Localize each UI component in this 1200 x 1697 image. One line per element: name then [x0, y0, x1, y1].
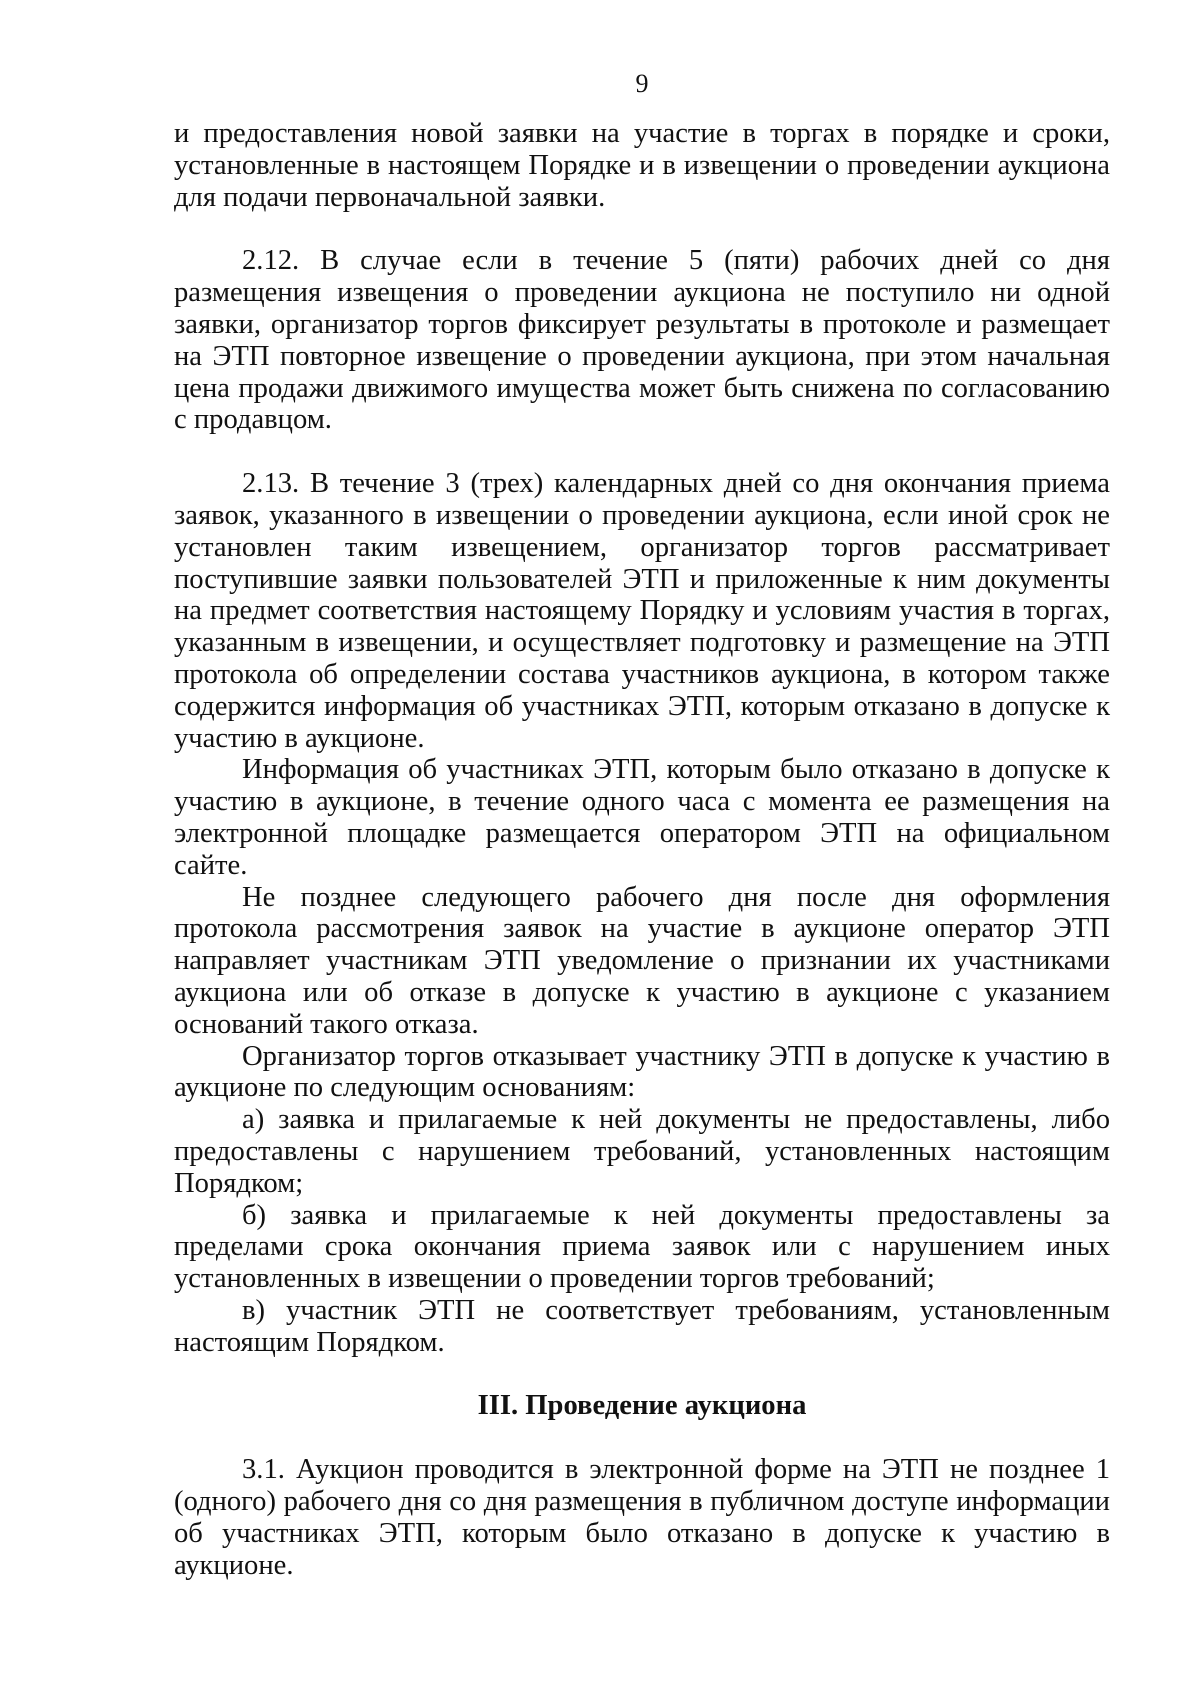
section-heading: III. Проведение аукциона [477, 1390, 807, 1422]
paragraph-continuation: и предоставления новой заявки на участие в торгах в порядке и сроки, установленные в настоящем Порядке и в извещении о проведении аукциона для подачи первоначальной заявки. [174, 118, 1110, 213]
list-item-a: а) заявка и прилагаемые к ней документы не предоставлены, либо предоставлены с нарушением требований, установленных настоящим Порядком; [174, 1104, 1110, 1199]
paragraph-3-1: 3.1. Аукцион проводится в электронной форме на ЭТП не позднее 1 (одного) рабочего дня со дня размещения в публичном доступе информации об участниках ЭТП, которым было отказано в допуске к участию в аукционе. [174, 1454, 1110, 1581]
paragraph-2-13: 2.13. В течение 3 (трех) календарных дней со дня окончания приема заявок, указанного в извещении о проведении аукциона, если иной срок не установлен таким извещением, организатор торгов рассматривает поступившие заявки пользователей ЭТП и приложенные к ним документы на предмет соответствия настоящему Порядку и условиям участия в торгах, указанным в извещении, и осуществляет подготовку и размещение на ЭТП протокола об определении состава участников аукциона, в котором также содержится информация об участниках ЭТП, которым отказано в допуске к участию в аукционе. [174, 468, 1110, 754]
paragraph-refusal-grounds: Организатор торгов отказывает участнику ЭТП в допуске к участию в аукционе по следующим основаниям: [174, 1040, 1110, 1104]
paragraph-2-12: 2.12. В случае если в течение 5 (пяти) рабочих дней со дня размещения извещения о проведении аукциона не поступило ни одной заявки, организатор торгов фиксирует результаты в протоколе и размещает на ЭТП повторное извещение о проведении аукциона, при этом начальная цена продажи движимого имущества может быть снижена по согласованию с продавцом. [174, 245, 1110, 436]
page-number: 9 [635, 69, 649, 98]
list-item-b: б) заявка и прилагаемые к ней документы предоставлены за пределами срока окончания приема заявок или с нарушением иных установленных в извещении о проведении торгов требований; [174, 1199, 1110, 1295]
paragraph-notification: Не позднее следующего рабочего дня после дня оформления протокола рассмотрения заявок на участие в аукционе оператор ЭТП направляет участникам ЭТП уведомление о признании их участниками аукциона или об отказе в допуске к участию в аукционе с указанием оснований такого отказа. [174, 881, 1110, 1040]
paragraph-info-rejected: Информация об участниках ЭТП, которым было отказано в допуске к участию в аукционе, в течение одного часа с момента ее размещения на электронной площадке размещается оператором ЭТП на официальном сайте. [174, 754, 1110, 881]
list-item-c: в) участник ЭТП не соответствует требованиям, установленным настоящим Порядком. [174, 1294, 1110, 1358]
